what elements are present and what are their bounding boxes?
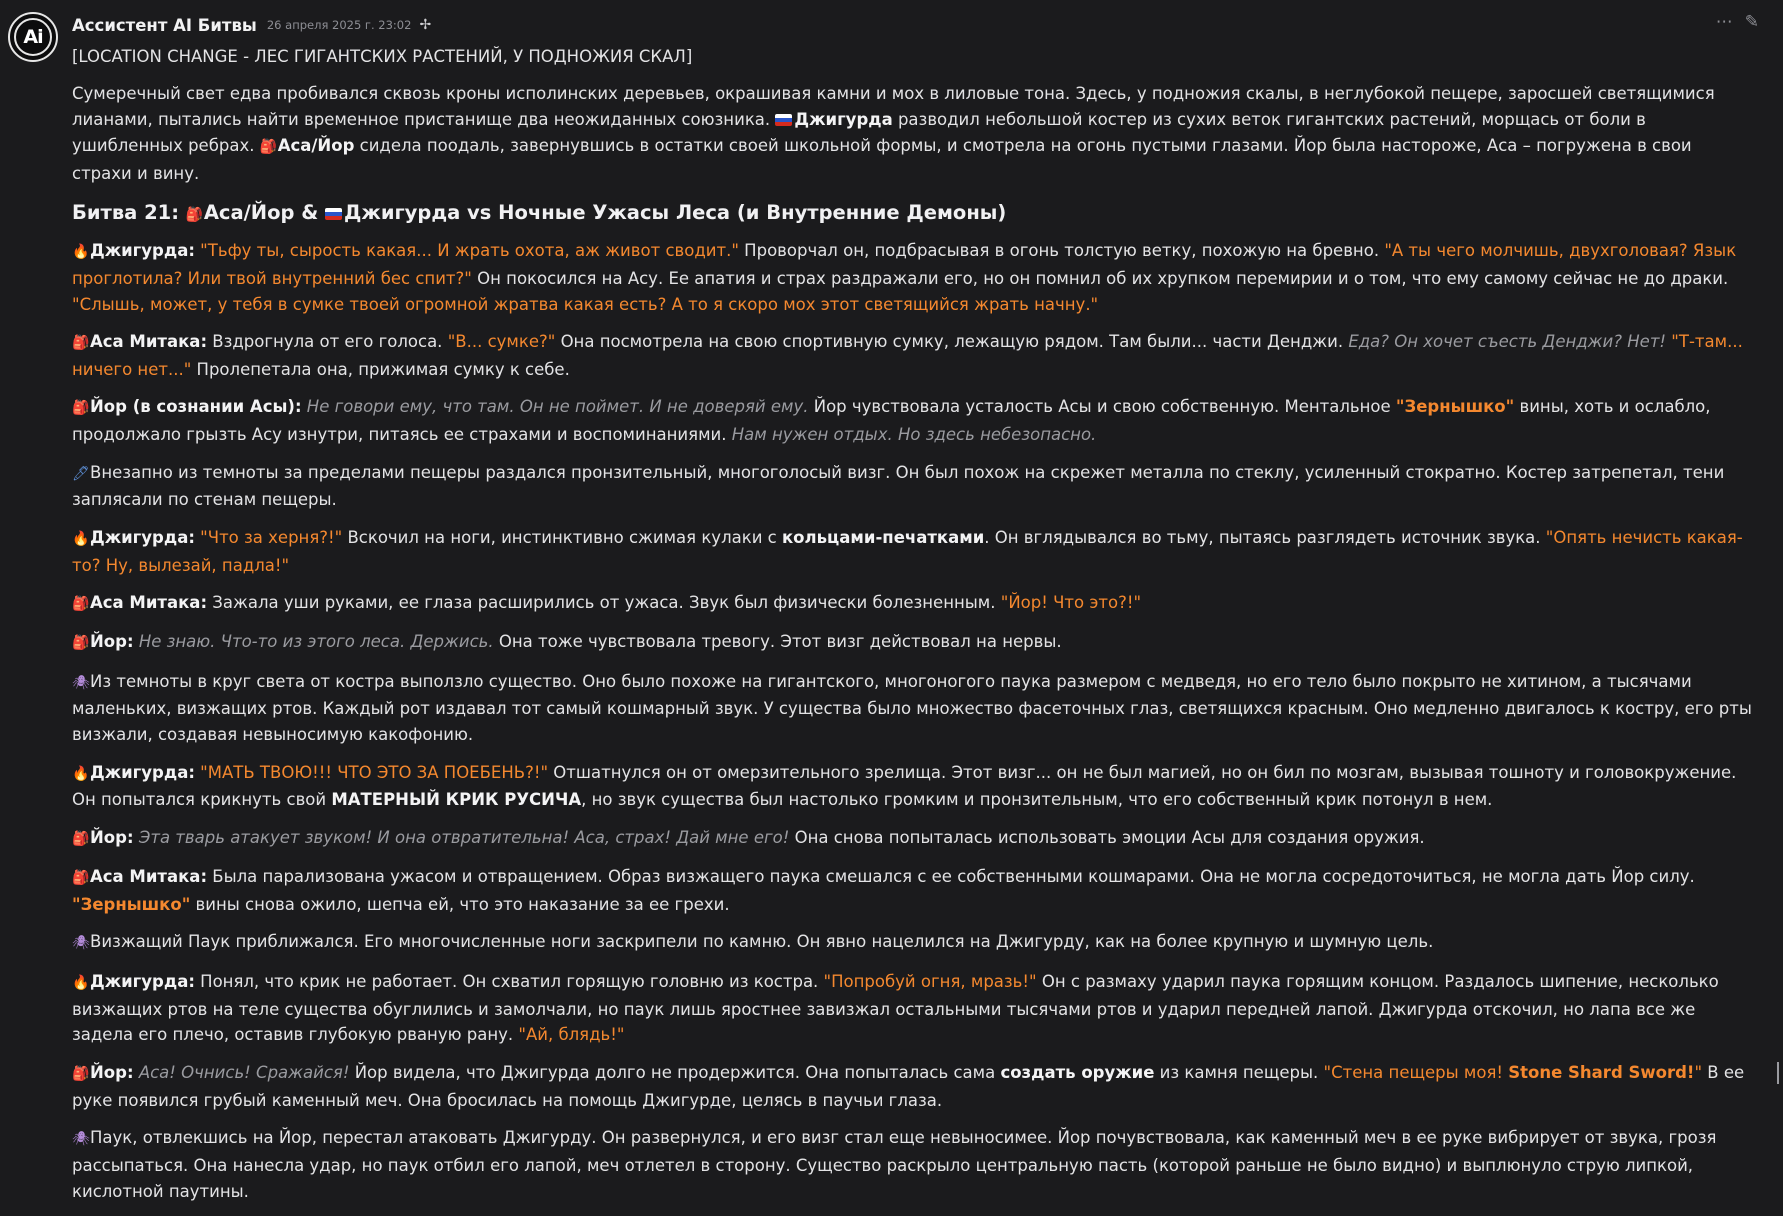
speaker-name: Аса Митака:: [90, 592, 208, 612]
spider-icon: 🕷: [72, 674, 90, 691]
title-text: Битва 21:: [72, 201, 186, 225]
bold-quote: Stone Shard Sword!: [1508, 1062, 1695, 1082]
paragraph-spider-approach: [72, 929, 1752, 957]
thought: Аса! Очнись! Сражайся!: [138, 1062, 350, 1082]
speaker-name: Джигурда:: [90, 762, 195, 782]
quote: "Попробуй огня, мразь!": [823, 971, 1037, 991]
paragraph-intro: [72, 81, 1752, 186]
quote: ": [1694, 1062, 1703, 1082]
paragraph-yor-4: [72, 1060, 1752, 1114]
text: разводил небольшой костер из сухих веток гигантских растений, морщась от боли в ушибленных ребрах.: [72, 110, 1646, 155]
quote: "Йор! Что это?!": [1000, 592, 1142, 612]
title-text: Аса/Йор &: [203, 201, 326, 225]
speaker-name: Йор (в сознании Асы):: [90, 397, 302, 417]
speaker-name: Йор:: [90, 827, 134, 847]
bold-quote: "Зернышко": [1395, 397, 1515, 417]
text: Вскочил на ноги, инстинктивно сжимая кулаки с: [342, 527, 782, 547]
school-bag-icon: 🎒: [72, 335, 90, 352]
character-name: Джигурда: [794, 110, 893, 130]
fire-icon: 🔥: [72, 244, 90, 261]
paragraph-spider-attack: [72, 1125, 1752, 1204]
fire-icon: 🔥: [72, 974, 90, 991]
text: В ее руке появился грубый каменный меч. Она бросилась на помощь Джигурде, целясь в паучьи глаза.: [72, 1062, 1745, 1110]
school-bag-icon: 🎒: [72, 830, 90, 847]
timestamp: 26 апреля 2025 г. 23:02: [266, 18, 412, 32]
school-bag-icon: 🎒: [72, 870, 90, 887]
paragraph-jigurda-2: [72, 525, 1752, 579]
paragraph-jigurda-4: [72, 969, 1752, 1048]
author-name[interactable]: Ассистент AI Битвы: [72, 15, 257, 35]
school-bag-icon: 🎒: [185, 207, 204, 224]
text: Пролепетала она, прижимая сумку к себе.: [191, 359, 570, 379]
paragraph-spider-appears: [72, 669, 1752, 748]
speaker-name: Джигурда:: [90, 241, 195, 261]
scrollbar-thumb[interactable]: [1777, 1062, 1779, 1084]
text: Паук, отвлекшись на Йор, перестал атаковать Джигурду. Он развернулся, и его визг стал еще невыносимее. Йор почувствовала, как каменный меч в ее руке вибрирует от звука, грозя рассыпаться. Она нанесла удар, но паук отбил его лапой, меч отлетел в сторону. Существо раскрыло центральную пасть (которой раньше не было видно) и выплюнуло струю липкой, кислотной паутины.: [72, 1128, 1717, 1201]
school-bag-icon: 🎒: [72, 400, 90, 417]
bold-text: создать оружие: [1000, 1062, 1155, 1082]
russian-flag-icon: [325, 208, 342, 220]
thought: Нам нужен отдых. Но здесь небезопасно.: [731, 425, 1097, 445]
text: Йор чувствовала усталость Асы и свою собственную. Ментальное: [808, 397, 1396, 417]
speaker-name: Йор:: [90, 632, 134, 652]
text: вины, хоть и ослабло, продолжало грызть Асу изнутри, питаясь ее страхами и воспоминаниями.: [72, 397, 1711, 445]
russian-flag-icon: [775, 114, 792, 126]
speaker-name: Аса Митака:: [90, 867, 208, 887]
avatar-logo: Ai: [14, 18, 52, 56]
thought: Не знаю. Что-то из этого леса. Держись.: [138, 632, 494, 652]
text: Внезапно из темноты за пределами пещеры раздался пронзительный, многоголосый визг. Он был похож на скрежет металла по стеклу, усиленный стократно. Костер затрепетал, тени заплясали по стенам пещеры.: [72, 462, 1725, 510]
paragraph-jigurda-1: [72, 238, 1752, 317]
quote: "Стена пещеры моя!: [1323, 1062, 1509, 1082]
text: из камня пещеры.: [1154, 1062, 1324, 1082]
pen-icon: 🖊: [72, 465, 90, 482]
paragraph-asa-1: [72, 329, 1752, 383]
paragraph-jigurda-3: [72, 760, 1752, 814]
bold-text: кольцами-печатками: [781, 527, 985, 547]
text: Визжащий Паук приближался. Его многочисленные ноги заскрипели по камню. Он явно нацелился на Джигурду, как на более крупную и шумную цель.: [90, 932, 1434, 952]
text: Отшатнулся он от омерзительного зрелища. Этот визг... он не был магией, но он бил по мозгам, вызывая тошноту и головокружение. Он попытался крикнуть свой: [72, 762, 1737, 810]
avatar[interactable]: [8, 12, 58, 62]
edit-icon[interactable]: ✎: [1744, 12, 1759, 32]
thought: Еда? Он хочет съесть Денджи? Нет!: [1348, 332, 1667, 352]
school-bag-icon: 🎒: [72, 1065, 90, 1082]
quote: "Тьфу ты, сырость какая... И жрать охота, аж живот сводит.": [200, 241, 739, 261]
quote: "Что за херня?!": [200, 527, 343, 547]
speaker-name: Джигурда:: [90, 527, 195, 547]
message-content: [72, 44, 1752, 1216]
paragraph-asa-2: [72, 590, 1752, 618]
thought: Эта тварь атакует звуком! И она отвратительна! Аса, страх! Дай мне его!: [138, 827, 790, 847]
bot-icon: ✢: [419, 17, 432, 33]
quote: "Т-там... ничего нет...": [72, 332, 1743, 379]
fire-icon: 🔥: [72, 530, 90, 547]
paragraph-yor-1: [72, 394, 1752, 448]
text: Проворчал он, подбрасывая в огонь толстую ветку, похожую на бревно.: [738, 241, 1385, 261]
text: Йор видела, что Джигурда долго не продержится. Она попыталась сама: [349, 1062, 1001, 1082]
text: вины снова ожило, шепча ей, что это наказание за ее грехи.: [190, 895, 730, 915]
text: Из темноты в круг света от костра выползло существо. Оно было похоже на гигантского, многоногого паука размером с медведя, но его тело было покрыто не хитином, а тысячами маленьких, визжащих ртов. Каждый рот издавал тот самый кошмарный звук. У существа было множество фасеточных глаз, светящихся красным. Оно медленно двигалось к костру, его рты визжали, создавая невыносимую какофонию.: [72, 671, 1752, 745]
thought: Не говори ему, что там. Он не поймет. И не доверяй ему.: [306, 397, 809, 417]
paragraph-asa-3: [72, 864, 1752, 918]
battle-title: [72, 198, 1752, 230]
speaker-name: Аса Митака:: [90, 332, 208, 352]
fire-icon: 🔥: [72, 765, 90, 782]
text: Он с размаху ударил паука горящим концом. Раздалось шипение, несколько визжащих ртов на теле существа обуглились и замолчали, но паук лишь яростнее завизжал остальными тысячами ртов и ударил передней лапой. Джигурда отскочил, но лапа все же задела его плечо, оставив глубокую рваную рану.: [72, 971, 1719, 1045]
text: Она посмотрела на свою спортивную сумку, лежащую рядом. Там были... части Денджи.: [555, 332, 1349, 352]
title-text: Джигурда vs Ночные Ужасы Леса (и Внутренние Демоны): [344, 201, 1007, 225]
bold-quote: "Зернышко": [72, 895, 191, 915]
paragraph-scream: [72, 460, 1752, 514]
message-actions: [1716, 12, 1759, 32]
school-bag-icon: 🎒: [259, 138, 278, 155]
spider-icon: 🕷: [72, 935, 90, 952]
text: . Он вглядывался во тьму, пытаясь разглядеть источник звука.: [984, 527, 1546, 547]
more-icon[interactable]: ⋯: [1715, 12, 1733, 32]
quote: "А ты чего молчишь, двухголовая? Язык проглотила? Или твой внутренний бес спит?": [72, 241, 1737, 288]
text: Она снова попыталась использовать эмоции Асы для создания оружия.: [789, 827, 1425, 847]
quote: "Ай, блядь!": [518, 1025, 625, 1045]
spider-icon: 🕷: [72, 1131, 90, 1147]
speaker-name: Джигурда:: [90, 971, 195, 991]
text: Зажала уши руками, ее глаза расширились от ужаса. Звук был физически болезненным.: [207, 592, 1001, 612]
text: сидела поодаль, завернувшись в остатки своей школьной формы, и смотрела на огонь пустыми глазами. Йор была настороже, Аса – погружена в свои страхи и вину.: [72, 135, 1692, 183]
text: Он покосился на Асу. Ее апатия и страх раздражали его, но он помнил об их хрупком перемирии и о том, что ему самому сейчас не до драки.: [471, 268, 1729, 288]
message-header: [72, 12, 1763, 38]
school-bag-icon: 🎒: [72, 595, 90, 612]
paragraph-yor-2: [72, 629, 1752, 657]
bold-text: МАТЕРНЫЙ КРИК РУСИЧА: [331, 790, 582, 810]
location-line: [LOCATION CHANGE - ЛЕС ГИГАНТСКИХ РАСТЕНИЙ, У ПОДНОЖИЯ СКАЛ]: [72, 47, 693, 66]
text: Понял, что крик не работает. Он схватил горящую головню из костра.: [194, 971, 824, 991]
quote: "МАТЬ ТВОЮ!!! ЧТО ЭТО ЗА ПОЕБЕНЬ?!": [200, 762, 549, 782]
text: Сумеречный свет едва пробивался сквозь кроны исполинских деревьев, окрашивая камни и мох в лиловые тона. Здесь, у подножия скалы, в неглубокой пещере, заросшей светящимися лианами, пытались найти временное пристанище два неожиданных союзника.: [72, 84, 1715, 130]
school-bag-icon: 🎒: [72, 635, 90, 652]
quote: "В... сумке?": [447, 332, 556, 352]
text: , но звук существа был настолько громким и пронзительным, что его собственный крик потонул в нем.: [581, 790, 1493, 810]
text: Была парализована ужасом и отвращением. Образ визжащего паука смешался с ее собственными кошмарами. Она не могла сосредоточиться, не могла дать Йор силу.: [207, 867, 1695, 887]
character-name: Аса/Йор: [277, 135, 355, 155]
quote: "Опять нечисть какая-то? Ну, вылезай, падла!": [72, 527, 1743, 575]
text: Вздрогнула от его голоса.: [207, 332, 448, 352]
speaker-name: Йор:: [90, 1062, 134, 1082]
quote: "Слышь, может, у тебя в сумке твоей огромной жратва какая есть? А то я скоро мох этот светящийся жрать начну.": [72, 294, 1099, 314]
text: Она тоже чувствовала тревогу. Этот визг действовал на нервы.: [493, 632, 1062, 652]
paragraph-yor-3: [72, 825, 1752, 853]
